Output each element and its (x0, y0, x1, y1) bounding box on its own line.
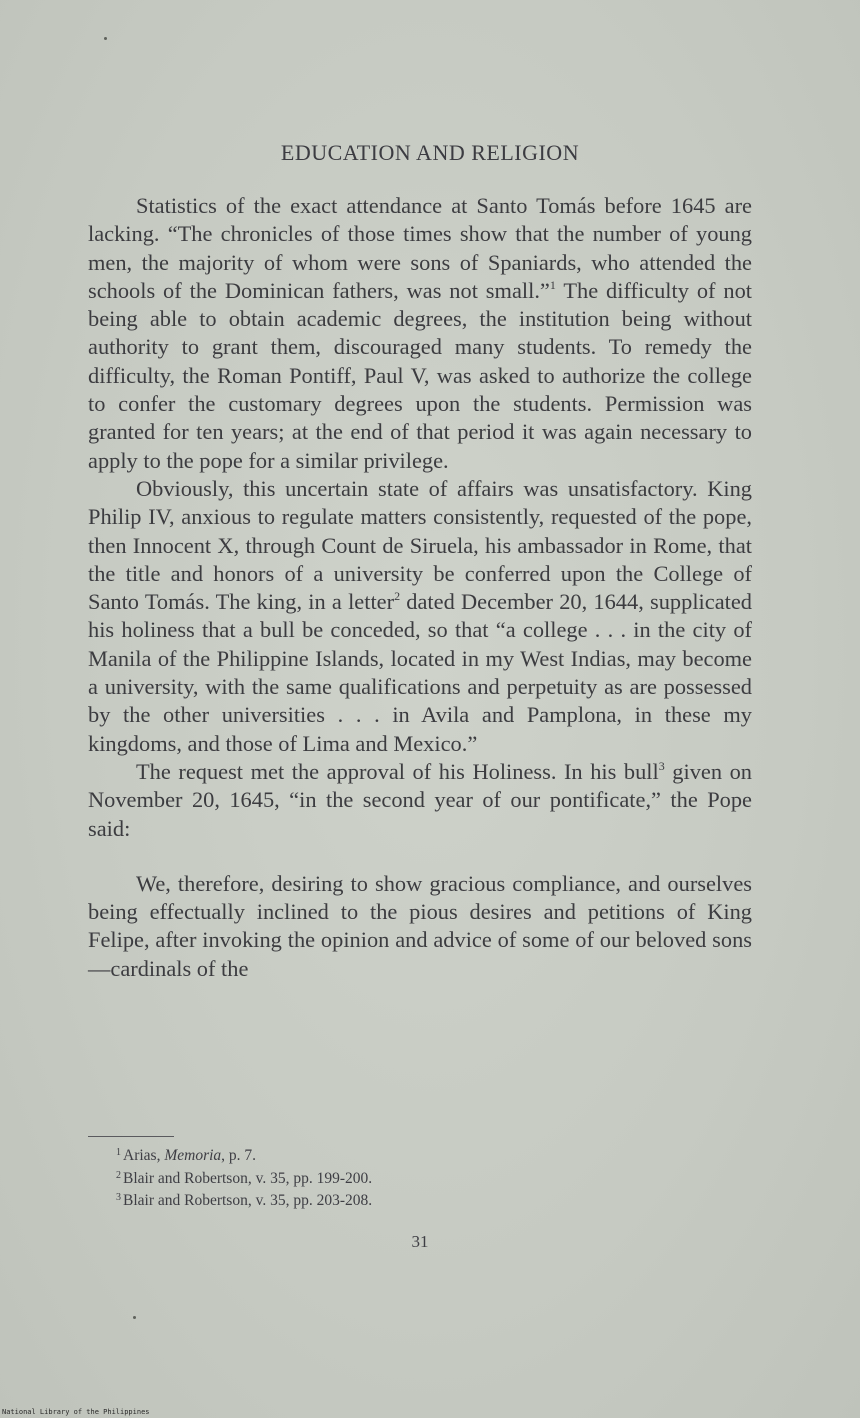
block-quote: We, therefore, desiring to show gracious compliance, and ourselves being effectually inclined to the pious desires and petitions of King Felipe, after invoking the opinion and advice of some of our beloved sons—cardinals of the (88, 870, 752, 981)
library-credit: National Library of the Philippines (2, 1408, 150, 1416)
paragraph-3: The request met the approval of his Holiness. In his bull$^3$ given on November 20, 1645, “in the second year of our pontificate,” the Pope said: (88, 758, 752, 841)
body-text (88, 192, 752, 983)
footnotes (116, 1143, 756, 1211)
footnote-1-title: Memoria (164, 1147, 222, 1164)
footnote-ref-2: 2 (394, 589, 401, 604)
footnote-divider (88, 1136, 174, 1137)
page-number: 31 (411, 1232, 429, 1251)
footnote-1: $^1$ Arias, Memoria, p. 7. (116, 1147, 257, 1164)
speck-mark (104, 37, 107, 40)
speck-mark (133, 1316, 136, 1319)
footnote-2: $^2$ Blair and Robertson, v. 35, pp. 199-200. (116, 1169, 373, 1187)
footnote-ref-1: 1 (549, 277, 556, 292)
running-head: EDUCATION AND RELIGION (280, 140, 580, 165)
footnote-3: $^3$ Blair and Robertson, v. 35, pp. 203-208. (116, 1192, 373, 1209)
footnote-ref-3: 3 (658, 758, 665, 773)
paragraph-2: Obviously, this uncertain state of affairs was unsatisfactory. King Philip IV, anxious to regulate matters consistently, requested of the pope, then Innocent X, through Count de Siruela, his ambassador in Rome, that the title and honors of a university be conferred upon the College of Santo Tomás. The king, in a letter$^2$ dated December 20, 1644, supplicated his holiness that a bull be conceded, so that “a college . . . in the city of Manila of the Philippine Islands, located in my West Indias, may become a university, with the same qualifications and perpetuity as are possessed by the other universities . . . in Avila and Pamplona, in these my kingdoms, and those of Lima and Mexico.” (88, 475, 752, 756)
paragraph-1: Statistics of the exact attendance at Santo Tomás before 1645 are lacking. “The chronicles of those times show that the number of young men, the majority of whom were sons of Spaniards, who attended the schools of the Dominican fathers, was not small.”$^1$ The difficulty of not being able to obtain academic degrees, the institution being without authority to grant them, discouraged many students. To remedy the difficulty, the Roman Pontiff, Paul V, was asked to authorize the college to confer the customary degrees upon the students. Permission was granted for ten years; at the end of that period it was again necessary to apply to the pope for a similar privilege. (88, 193, 752, 473)
